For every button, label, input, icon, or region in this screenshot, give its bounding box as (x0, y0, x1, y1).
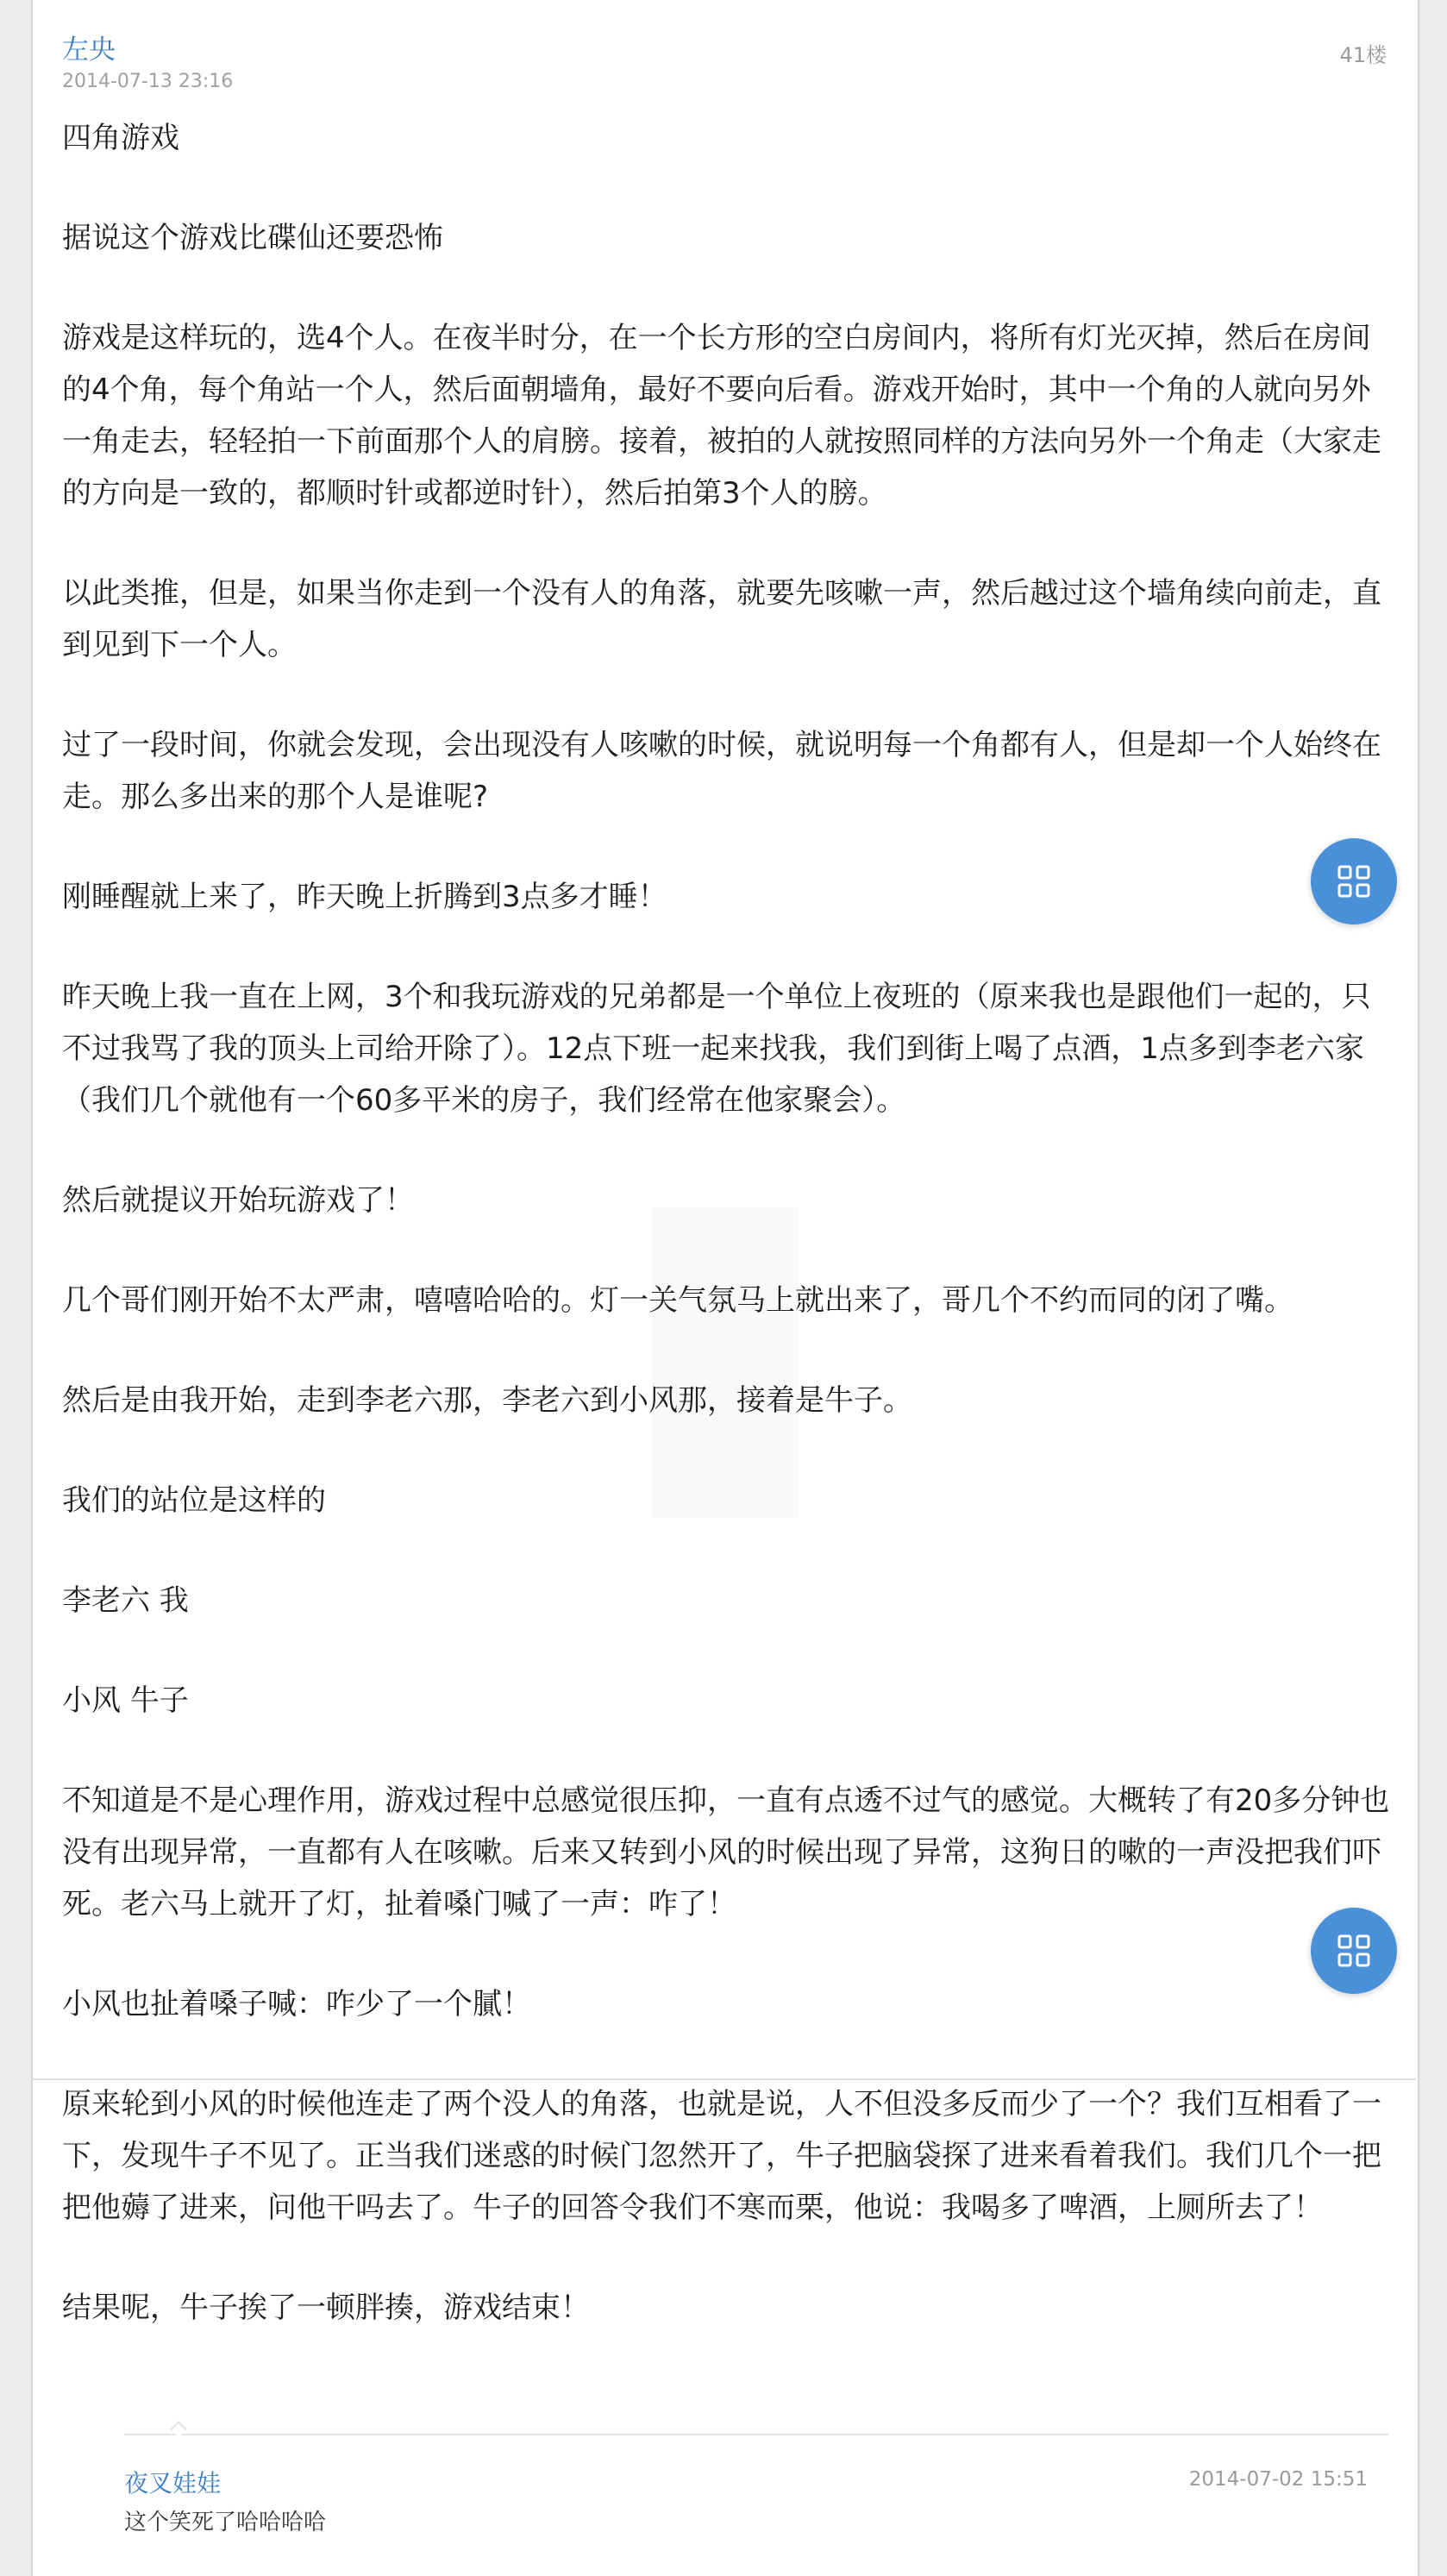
paragraph: 小风也扯着嗓子喊：咋少了一个膩！ (62, 1987, 531, 2021)
paragraph: 过了一段时间，你就会发现，会出现没有人咳嗽的时候，就说明每一个角都有人，但是却一个人始终在走。那么多出来的那个人是谁呢? (62, 728, 1381, 814)
paragraph: 小风 牛子 (62, 1683, 189, 1718)
floor-number: 41楼 (1339, 43, 1387, 67)
paragraph: 不知道是不是心理作用，游戏过程中总感觉很压抑，一直有点透不过气的感觉。大概转了有20多分钟也没有出现异常，一直都有人在咳嗽。后来又转到小风的时候出现了异常，这狗日的嗽的一声没把我们吓死。老六马上就开了灯，扯着嗓门喊了一声：咋了！ (62, 1783, 1390, 1921)
post-time: 2014-07-13 23:16 (62, 71, 234, 92)
grid-menu-button[interactable] (1311, 838, 1397, 924)
paragraph: 四角游戏 (62, 121, 179, 155)
grid-menu-button[interactable] (1311, 1908, 1397, 1994)
paragraph: 游戏是这样玩的，选4个人。在夜半时分，在一个长方形的空白房间内，将所有灯光灭掉，然后在房间的4个角，每个角站一个人，然后面朝墙角，最好不要向后看。游戏开始时，其中一个角的人就向另外一角走去，轻轻拍一下前面那个人的肩膀。接着，被拍的人就按照同样的方法向另外一个角走（大家走的方向是一致的，都顺时针或都逆时针），然后拍第3个人的膀。 (62, 321, 1381, 511)
paragraph: 原来轮到小风的时候他连走了两个没人的角落，也就是说，人不但没多反而少了一个？我们互相看了一下，发现牛子不见了。正当我们迷惑的时候门忽然开了，牛子把脑袋探了进来看着我们。我们几个一把把他薅了进来，问他干吗去了。牛子的回答令我们不寒而栗，他说：我喝多了啤酒，上厕所去了！ (62, 2087, 1381, 2225)
reply-text: 这个笑死了哈哈哈哈 (124, 2510, 327, 2535)
post-body (62, 112, 1390, 2382)
section-divider (31, 2078, 1416, 2080)
paragraph: 以此类推，但是，如果当你走到一个没有人的角落，就要先咳嗽一声，然后越过这个墙角续向前走，直到见到下一个人。 (62, 576, 1381, 662)
paragraph: 结果呢，牛子挨了一顿胖揍，游戏结束！ (62, 2291, 590, 2325)
paragraph: 然后就提议开始玩游戏了！ (62, 1183, 414, 1218)
paragraph: 刚睡醒就上来了，昨天晚上折腾到3点多才睡！ (62, 880, 667, 914)
paragraph: 几个哥们刚开始不太严肃，嘻嘻哈哈的。灯一关气氛马上就出来了，哥几个不约而同的闭了嘴。 (62, 1283, 1294, 1318)
reply-author[interactable]: 夜叉娃娃 (124, 2469, 222, 2498)
reply-time: 2014-07-02 15:51 (1188, 2468, 1368, 2491)
paragraph: 昨天晚上我一直在上网，3个和我玩游戏的兄弟都是一个单位上夜班的（原来我也是跟他们一起的，只不过我骂了我的顶头上司给开除了）。12点下班一起来找我，我们到街上喝了点酒，1点多到李老六家（我们几个就他有一个60多平米的房子，我们经常在他家聚会）。 (62, 980, 1371, 1118)
paragraph: 我们的站位是这样的 (62, 1483, 326, 1518)
paragraph: 然后是由我开始，走到李老六那，李老六到小风那，接着是牛子。 (62, 1383, 912, 1418)
paragraph: 据说这个游戏比碟仙还要恐怖 (62, 221, 443, 255)
grid-icon (1337, 1934, 1371, 1968)
post-author[interactable]: 左央 (62, 34, 116, 66)
grid-icon (1337, 864, 1371, 899)
reply-divider (124, 2434, 1388, 2435)
paragraph: 李老六 我 (62, 1583, 189, 1618)
